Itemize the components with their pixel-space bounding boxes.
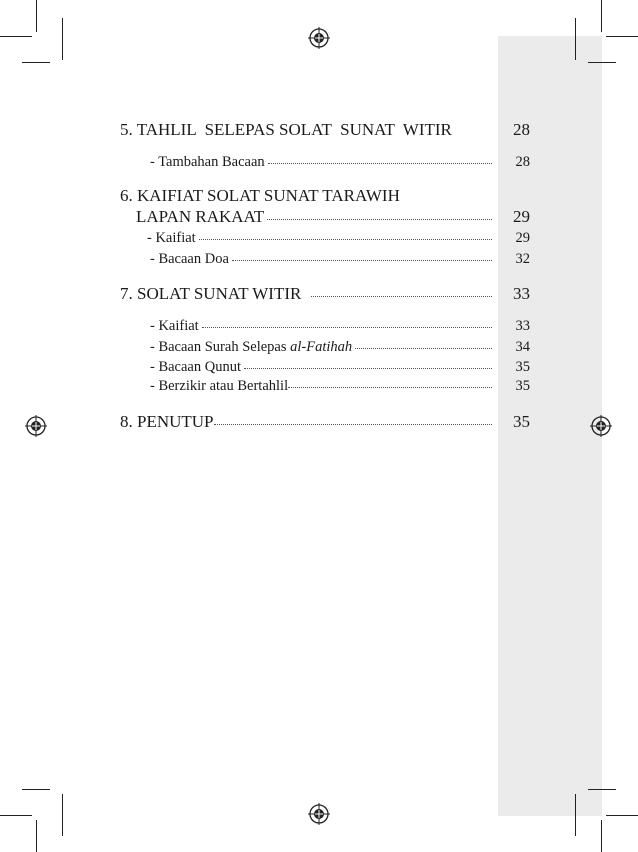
toc-entry-title: 7. SOLAT SUNAT WITIR	[120, 284, 302, 303]
toc-entry-6-line2	[136, 207, 496, 227]
toc-entry-page: 29	[513, 207, 530, 226]
toc-entry-page: 29	[515, 230, 530, 246]
toc-entry-title: 8. PENUTUP	[120, 412, 214, 431]
toc-subentry	[150, 339, 496, 356]
toc-entry-title: - Berzikir atau Bertahlil	[150, 378, 289, 394]
toc-entry-6-line1	[120, 186, 500, 206]
toc-entry-title: - Bacaan Surah Selepas	[150, 339, 291, 355]
dot-leader	[199, 239, 492, 240]
toc-entry-7	[120, 284, 496, 304]
dot-leader	[244, 368, 492, 369]
toc-entry-title: - Bacaan Doa	[150, 251, 229, 267]
dot-leader	[268, 163, 492, 164]
toc-subentry	[150, 251, 496, 268]
toc-entry-title: LAPAN RAKAAT	[136, 207, 265, 226]
toc-entry-page: 35	[515, 359, 530, 375]
toc-entry-page: 33	[513, 284, 530, 303]
toc-subentry	[150, 359, 496, 376]
dot-leader	[232, 260, 492, 261]
toc-entry-title-italic: al-Fatihah	[290, 339, 353, 355]
dot-leader	[355, 348, 492, 349]
toc-entry-page: 35	[515, 378, 530, 394]
toc-entry-page: 32	[515, 251, 530, 267]
toc-entry-page: 28	[513, 120, 530, 139]
toc-entry-page: 28	[515, 154, 530, 170]
dot-leader	[214, 424, 492, 425]
toc-entry-8	[120, 412, 496, 432]
toc-entry-5	[120, 120, 500, 140]
toc-subentry	[150, 318, 496, 335]
toc-entry-page: 34	[515, 339, 530, 355]
toc-entry-title: - Bacaan Qunut	[150, 359, 241, 375]
dot-leader	[288, 387, 492, 388]
toc-subentry	[150, 378, 496, 395]
toc-entry-title: - Kaifiat	[147, 230, 196, 246]
toc-entry-title: 5. TAHLIL SELEPAS SOLAT SUNAT WITIR	[120, 120, 452, 139]
toc-entry-page: 35	[513, 412, 530, 431]
toc-entry-page: 33	[515, 318, 530, 334]
toc-subentry	[150, 154, 496, 171]
toc-entry-title: - Kaifiat	[150, 318, 199, 334]
toc-entry-title: - Tambahan Bacaan	[150, 154, 265, 170]
toc-subentry	[147, 230, 496, 247]
dot-leader	[202, 327, 492, 328]
toc-entry-title: 6. KAIFIAT SOLAT SUNAT TARAWIH	[120, 186, 400, 205]
dot-leader	[267, 219, 492, 220]
dot-leader	[311, 296, 492, 297]
